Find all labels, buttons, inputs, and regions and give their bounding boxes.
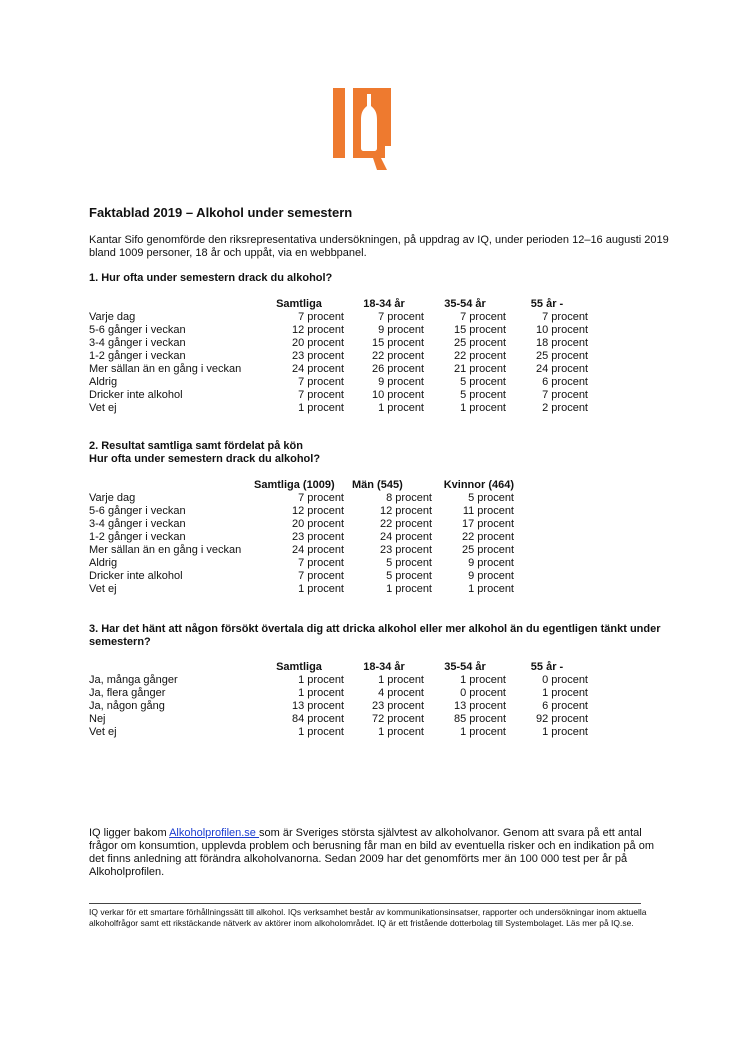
cell-value: 1 procent (298, 402, 344, 414)
cell-value: 23 procent (292, 531, 344, 543)
cell-value: 72 procent (372, 713, 424, 725)
cell-value: 92 procent (536, 713, 588, 725)
cell-value: 7 procent (298, 389, 344, 401)
row-label: Varje dag (89, 492, 136, 504)
cell-value: 1 procent (378, 674, 424, 686)
row-label: Vet ej (89, 402, 117, 414)
alkoholprofilen-link[interactable]: Alkoholprofilen.se (169, 827, 259, 839)
table-row (89, 402, 588, 415)
cell-value: 6 procent (542, 376, 588, 388)
header-blank (89, 298, 254, 311)
table-row (89, 505, 514, 518)
cell-value: 12 procent (380, 505, 432, 517)
column-header: Samtliga (276, 298, 322, 310)
cell-value: 1 procent (378, 402, 424, 414)
row-label: 5-6 gånger i veckan (89, 324, 186, 336)
header-row (89, 298, 588, 311)
cell-value: 6 procent (542, 700, 588, 712)
cell-value: 24 procent (536, 363, 588, 375)
row-label: Mer sällan än en gång i veckan (89, 544, 242, 556)
iq-logo (333, 88, 395, 170)
cell-value: 7 procent (460, 311, 506, 323)
table-row (89, 350, 588, 363)
table-row (89, 713, 588, 726)
cell-value: 7 procent (298, 492, 344, 504)
cell-value: 22 procent (372, 350, 424, 362)
column-header: Kvinnor (464) (443, 479, 514, 491)
row-label: Varje dag (89, 311, 136, 323)
cell-value: 8 procent (386, 492, 432, 504)
table-row (89, 674, 588, 687)
footer-text-end: som är Sveriges största självtest av alkoholvanor. Genom att svara på ett antal frågor om konsumtion, upplevda problem och berusning får man en bild av eventuella risker och en indikation på om det finns anledning att förändra alkoholvanorna. Sedan 2009 har det genomförts mer än 100 000 test per år på Alkoholprofilen. (89, 827, 654, 878)
column-header: 35-54 år (444, 298, 486, 310)
cell-value: 25 procent (454, 337, 506, 349)
cell-value: 1 procent (460, 402, 506, 414)
cell-value: 5 procent (386, 570, 432, 582)
row-label: Aldrig (89, 557, 118, 569)
table-row (89, 492, 514, 505)
cell-value: 18 procent (536, 337, 588, 349)
row-label: Aldrig (89, 376, 118, 388)
column-header: Samtliga (1009) (254, 479, 335, 491)
cell-value: 1 procent (298, 726, 344, 738)
row-label: Vet ej (89, 583, 117, 595)
table-row (89, 389, 588, 402)
cell-value: 24 procent (292, 363, 344, 375)
cell-value: 9 procent (468, 570, 514, 582)
cell-value: 26 procent (372, 363, 424, 375)
cell-value: 0 procent (542, 674, 588, 686)
row-label: Ja, flera gånger (89, 687, 166, 699)
row-label: Ja, många gånger (89, 674, 178, 686)
column-header: 35-54 år (444, 661, 486, 673)
cell-value: 25 procent (536, 350, 588, 362)
column-header: 55 år - (530, 661, 564, 673)
q2-subheading: Hur ofta under semestern drack du alkohol? (89, 453, 321, 465)
cell-value: 9 procent (468, 557, 514, 569)
table-row (89, 544, 514, 557)
cell-value: 5 procent (460, 389, 506, 401)
cell-value: 21 procent (454, 363, 506, 375)
cell-value: 15 procent (372, 337, 424, 349)
cell-value: 1 procent (542, 726, 588, 738)
column-header: 55 år - (530, 298, 564, 310)
cell-value: 22 procent (454, 350, 506, 362)
row-label: Dricker inte alkohol (89, 389, 183, 401)
column-header: 18-34 år (363, 298, 405, 310)
cell-value: 1 procent (298, 674, 344, 686)
page-title: Faktablad 2019 – Alkohol under semestern (89, 205, 353, 220)
cell-value: 22 procent (462, 531, 514, 543)
cell-value: 1 procent (542, 687, 588, 699)
footer-small-print: IQ verkar för ett smartare förhållningssätt till alkohol. IQs verksamhet består av kommunikationsinsatser, rapporter och undersökningar inom aktuella alkoholfrågor samt ett rikstäckande nätverk av aktörer inom alkoholområdet. IQ är ett fristående dotterbolag till Systembolaget. Läs mer på IQ.se. (89, 907, 647, 928)
cell-value: 5 procent (386, 557, 432, 569)
q1-heading: 1. Hur ofta under semestern drack du alkohol? (89, 272, 333, 284)
cell-value: 2 procent (542, 402, 588, 414)
cell-value: 7 procent (298, 557, 344, 569)
header-blank (89, 479, 254, 492)
column-header: 18-34 år (363, 661, 405, 673)
cell-value: 20 procent (292, 337, 344, 349)
cell-value: 0 procent (460, 687, 506, 699)
q1-table (89, 298, 588, 415)
footer-paragraph (89, 827, 669, 879)
row-label: 1-2 gånger i veckan (89, 350, 186, 362)
table-row (89, 557, 514, 570)
cell-value: 10 procent (372, 389, 424, 401)
table-row (89, 337, 588, 350)
cell-value: 84 procent (292, 713, 344, 725)
cell-value: 25 procent (462, 544, 514, 556)
cell-value: 7 procent (298, 311, 344, 323)
cell-value: 24 procent (380, 531, 432, 543)
cell-value: 1 procent (460, 674, 506, 686)
cell-value: 5 procent (468, 492, 514, 504)
intro-paragraph: Kantar Sifo genomförde den riksrepresentativa undersökningen, på uppdrag av IQ, under perioden 12–16 augusti 2019 bland 1009 personer, 18 år och uppåt, via en webbpanel. (89, 234, 669, 259)
q3-heading: 3. Har det hänt att någon försökt övertala dig att dricka alkohol eller mer alkohol än du egentligen tänkt under semestern? (89, 623, 661, 648)
cell-value: 5 procent (460, 376, 506, 388)
table-row (89, 324, 588, 337)
q2-table (89, 479, 514, 596)
cell-value: 9 procent (378, 376, 424, 388)
cell-value: 12 procent (292, 324, 344, 336)
header-row (89, 661, 588, 674)
table-row (89, 363, 588, 376)
cell-value: 24 procent (292, 544, 344, 556)
row-label: 5-6 gånger i veckan (89, 505, 186, 517)
table-row (89, 518, 514, 531)
cell-value: 7 procent (378, 311, 424, 323)
header-blank (89, 661, 254, 674)
column-header: Män (545) (352, 479, 403, 491)
cell-value: 22 procent (380, 518, 432, 530)
row-label: Nej (89, 713, 106, 725)
footer-divider (89, 903, 641, 904)
table-row (89, 376, 588, 389)
cell-value: 1 procent (468, 583, 514, 595)
cell-value: 1 procent (386, 583, 432, 595)
column-header: Samtliga (276, 661, 322, 673)
row-label: 3-4 gånger i veckan (89, 518, 186, 530)
cell-value: 1 procent (298, 583, 344, 595)
cell-value: 1 procent (378, 726, 424, 738)
cell-value: 15 procent (454, 324, 506, 336)
q2-heading: 2. Resultat samtliga samt fördelat på kön (89, 440, 303, 452)
row-label: Vet ej (89, 726, 117, 738)
table-row (89, 687, 588, 700)
q3-table (89, 661, 588, 739)
row-label: 1-2 gånger i veckan (89, 531, 186, 543)
row-label: Ja, någon gång (89, 700, 165, 712)
cell-value: 20 procent (292, 518, 344, 530)
cell-value: 7 procent (542, 311, 588, 323)
cell-value: 23 procent (292, 350, 344, 362)
table-row (89, 583, 514, 596)
cell-value: 7 procent (298, 570, 344, 582)
table-row (89, 700, 588, 713)
cell-value: 10 procent (536, 324, 588, 336)
cell-value: 13 procent (292, 700, 344, 712)
cell-value: 9 procent (378, 324, 424, 336)
table-row (89, 531, 514, 544)
row-label: Dricker inte alkohol (89, 570, 183, 582)
cell-value: 7 procent (298, 376, 344, 388)
cell-value: 7 procent (542, 389, 588, 401)
cell-value: 23 procent (372, 700, 424, 712)
row-label: Mer sällan än en gång i veckan (89, 363, 242, 375)
cell-value: 13 procent (454, 700, 506, 712)
table-row (89, 570, 514, 583)
cell-value: 11 procent (462, 505, 514, 517)
table-row (89, 726, 588, 739)
footer-text-start: IQ ligger bakom (89, 827, 170, 839)
cell-value: 4 procent (378, 687, 424, 699)
cell-value: 17 procent (462, 518, 514, 530)
table-row (89, 311, 588, 324)
cell-value: 12 procent (292, 505, 344, 517)
cell-value: 1 procent (460, 726, 506, 738)
cell-value: 85 procent (454, 713, 506, 725)
row-label: 3-4 gånger i veckan (89, 337, 186, 349)
header-row (89, 479, 514, 492)
cell-value: 1 procent (298, 687, 344, 699)
cell-value: 23 procent (380, 544, 432, 556)
